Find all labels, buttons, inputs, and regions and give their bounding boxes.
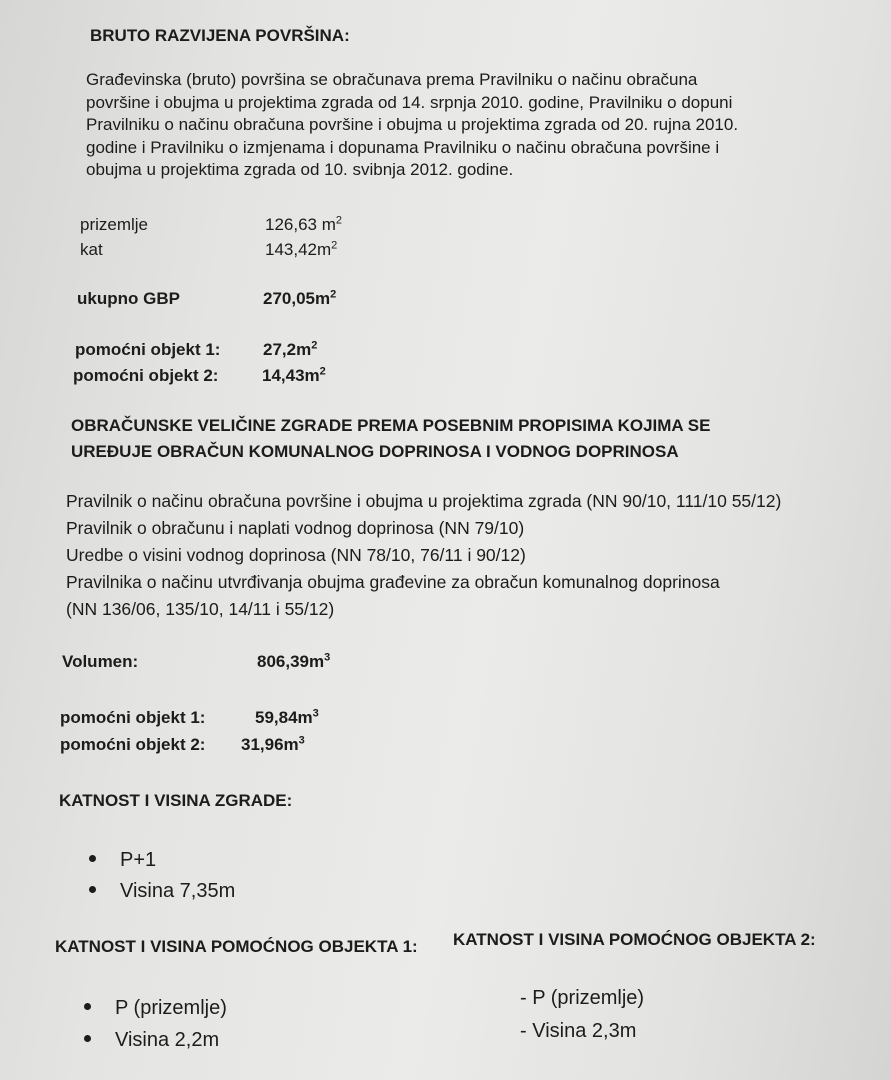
pomocni-1-katnost-item: P (prizemlje) — [84, 997, 227, 1020]
pomocni-objekt-1-value: $27,2m^2$ — [263, 339, 318, 359]
volumen-label: Volumen: — [62, 652, 139, 671]
pomocni-2-katnost-item: - P (prizemlje) — [520, 987, 645, 1009]
pomocni-objekt-2-value: $14,43m^2$ — [262, 365, 326, 385]
bullet-icon — [84, 1035, 91, 1042]
katnost-item: P+1 — [89, 849, 156, 872]
section-title-bruto: BRUTO RAZVIJENA POVRŠINA: — [90, 26, 350, 45]
paragraph-line: godine i Pravilniku o izmjenama i dopunama Pravilniku o načinu obračuna površine i — [86, 137, 720, 157]
paragraph-line: površine i obujma u projektima zgrada od 14. srpnja 2010. godine, Pravilniku o dopuni — [86, 92, 733, 112]
regulation-line: Pravilnika o načinu utvrđivanja obujma građevine za obračun komunalnog doprinosa — [66, 572, 720, 592]
visina-item: Visina 7,35m — [89, 880, 235, 903]
section-title-pomocni-1: KATNOST I VISINA POMOĆNOG OBJEKTA 1: — [55, 937, 418, 956]
section-title-obracunske: OBRAČUNSKE VELIČINE ZGRADE PREMA POSEBNIM PROPISIMA KOJIMA SE UREĐUJE OBRAČUN KOMUNALNOG DOPRINOSA I VODNOG DOPRINOSA — [71, 416, 711, 461]
ukupno-gbp-value: $270,05m^2$ — [263, 288, 337, 308]
regulation-line: Pravilnik o obračunu i naplati vodnog doprinosa (NN 79/10) — [66, 518, 525, 538]
prizemlje-label: prizemlje — [80, 215, 149, 234]
paragraph-line: Pravilniku o načinu obračuna površine i obujma u projektima zgrada od 20. rujna 2010. — [86, 115, 739, 134]
volumen-value: $806,39m^3$ — [257, 651, 331, 671]
volumen-pomocni-1-label: pomoćni objekt 1: — [60, 708, 206, 727]
volumen-pomocni-1-value: $59,84m^3$ — [255, 707, 319, 727]
pomocni-2-visina-item: - Visina 2,3m — [520, 1020, 637, 1042]
kat-value: $143,42m^2$ — [265, 239, 338, 259]
section-title-katnost-zgrade: KATNOST I VISINA ZGRADE: — [59, 791, 293, 810]
bullet-icon — [84, 1003, 91, 1010]
volumen-pomocni-2-value: $31,96m^3$ — [241, 734, 305, 754]
pomocni-1-visina-item: Visina 2,2m — [84, 1029, 219, 1052]
kat-label: kat — [80, 240, 103, 259]
regulations-list — [66, 488, 781, 623]
pomocni-objekt-2-label: pomoćni objekt 2: — [73, 366, 219, 385]
bruto-paragraph — [86, 69, 738, 182]
ukupno-gbp-label: ukupno GBP — [77, 289, 180, 308]
section-title-pomocni-2: KATNOST I VISINA POMOĆNOG OBJEKTA 2: — [453, 930, 816, 949]
volumen-pomocni-2-label: pomoćni objekt 2: — [60, 735, 206, 754]
regulation-line: (NN 136/06, 135/10, 14/11 i 55/12) — [66, 599, 335, 619]
regulation-line: Uredbe o visini vodnog doprinosa (NN 78/10, 76/11 i 90/12) — [66, 545, 526, 565]
bullet-icon — [89, 855, 96, 862]
paragraph-line: Građevinska (bruto) površina se obračunava prema Pravilniku o načinu obračuna — [86, 70, 698, 89]
prizemlje-value: 126,63 $m^2$ — [265, 214, 343, 234]
paragraph-line: obujma u projektima zgrada od 10. svibnja 2012. godine. — [86, 160, 514, 179]
regulation-line: Pravilnik o načinu obračuna površine i obujma u projektima zgrada (NN 90/10, 111/10 55/12) — [66, 491, 782, 511]
bullet-icon — [89, 886, 96, 893]
pomocni-objekt-1-label: pomoćni objekt 1: — [75, 340, 221, 359]
